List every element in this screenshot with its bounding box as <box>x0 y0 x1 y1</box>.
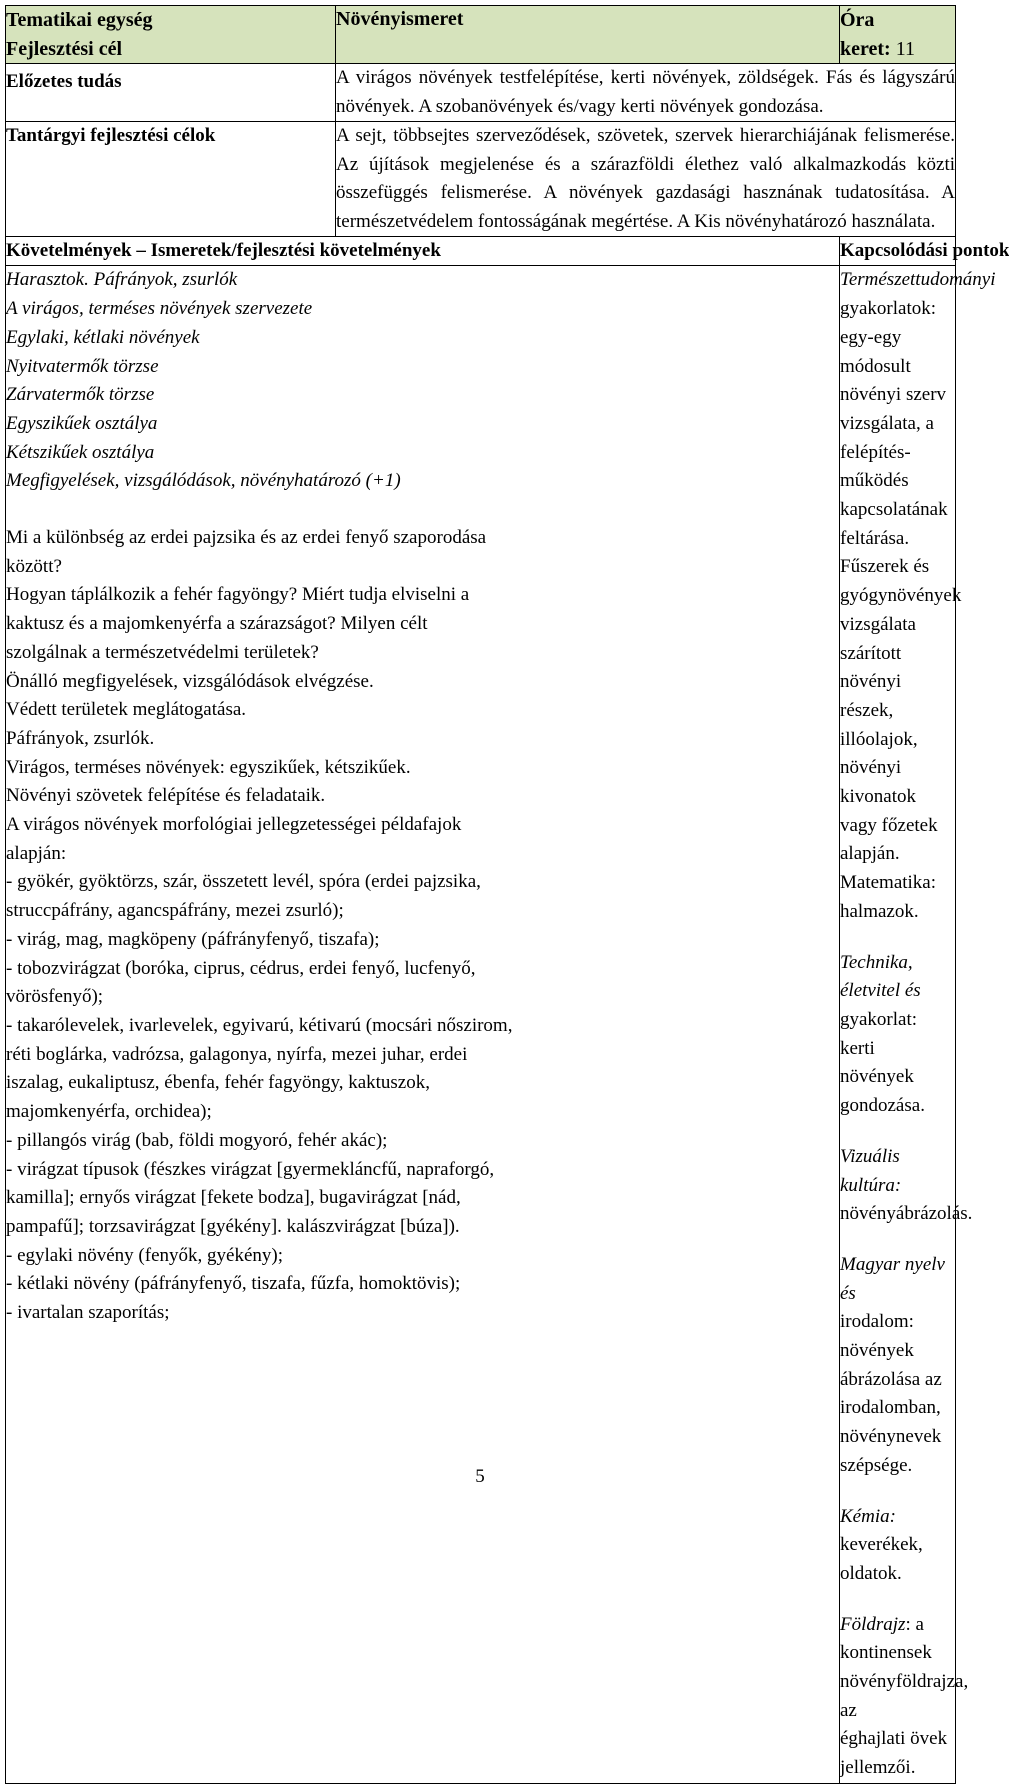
body-line: - kétlaki növény (páfrányfenyő, tiszafa, fűzfa, homoktövis); <box>6 1273 461 1295</box>
body-line: Mi a különbség az erdei pajzsika és az erdei fenyő szaporodása <box>6 527 487 549</box>
prior-knowledge-row <box>6 64 956 122</box>
body-line: vörösfenyő); <box>6 986 104 1008</box>
connection-chemistry-text: keverékek, <box>840 1534 923 1556</box>
topic-item: Kétszikűek osztálya <box>6 441 155 463</box>
content-row <box>6 266 956 1783</box>
connection-visual-title: Vizuális kultúra: <box>840 1145 902 1196</box>
topic-item: Harasztok. Páfrányok, zsurlók <box>6 269 238 291</box>
header-hours-label: Óra <box>840 9 875 31</box>
topic-item: A virágos, terméses növények szervezete <box>6 298 313 320</box>
connection-chemistry-title: Kémia: <box>840 1505 896 1527</box>
prior-knowledge-text: A virágos növények testfelépítése, kerti növények, zöldségek. Fás és lágyszárú növények. A szobanövények és/vagy kerti növények gondozása. <box>336 64 956 122</box>
connection-line: ábrázolása az <box>840 1368 942 1390</box>
requirements-header-row <box>6 237 956 266</box>
body-line: Önálló megfigyelések, vizsgálódások elvégzése. <box>6 670 374 692</box>
header-topic: Növényismeret <box>336 8 464 30</box>
connection-literature-title: Magyar nyelv és <box>840 1253 945 1304</box>
goals-text: A sejt, többsejtes szerveződések, szövetek, szervek hierarchiájának felismerése. Az újítások megjelenése és a szárazföldi élethez való alkalmazkodás közti összefüggés felismerése. A növények gazdasági hasznának tudatosítása. A természetvédelem fontosságának megértése. A Kis növényhatározó használata. <box>336 122 956 237</box>
topic-item: Egyszikűek osztálya <box>6 412 158 434</box>
body-line: réti boglárka, vadrózsa, galagonya, nyírfa, mezei juhar, erdei <box>6 1043 468 1065</box>
body-line: Páfrányok, zsurlók. <box>6 727 155 749</box>
body-line: szolgálnak a természetvédelmi területek? <box>6 641 319 663</box>
connection-line: oldatok. <box>840 1562 902 1584</box>
connection-line: módosult növényi szerv <box>840 355 947 406</box>
body-line: A virágos növények morfológiai jellegzetességei példafajok <box>6 814 462 836</box>
header-row <box>6 6 956 64</box>
body-line: kamilla]; ernyős virágzat [fekete bodza], bugavirágzat [nád, <box>6 1187 461 1209</box>
header-unit-cell <box>6 6 336 64</box>
body-line: Védett területek meglátogatása. <box>6 699 247 721</box>
body-line: - pillangós virág (bab, földi mogyoró, fehér akác); <box>6 1129 388 1151</box>
connections-cell <box>840 266 996 1783</box>
body-line: - takarólevelek, ivarlevelek, egyivarú, kétivarú (mocsári nőszirom, <box>6 1014 513 1036</box>
header-topic-cell <box>336 6 840 64</box>
connection-line: gyakorlatok: egy-egy <box>840 298 937 348</box>
connection-line: illóolajok, növényi <box>840 728 918 779</box>
connection-line: feltárása. Fűszerek és <box>840 527 930 578</box>
body-line: Virágos, terméses növények: egyszikűek, kétszikűek. <box>6 756 411 778</box>
header-hours-value: 11 <box>895 37 915 60</box>
topic-item: Zárvatermők törzse <box>6 384 155 406</box>
body-line: - ivartalan szaporítás; <box>6 1302 170 1324</box>
connection-line: vizsgálata szárított <box>840 613 916 664</box>
connection-line: alapján. <box>840 843 900 865</box>
curriculum-table <box>5 5 1009 1784</box>
goals-label: Tantárgyi fejlesztési célok <box>6 122 336 237</box>
connection-line: irodalomban, <box>840 1397 941 1419</box>
header-goal-label: Fejlesztési cél <box>6 37 123 60</box>
body-line: között? <box>6 555 62 577</box>
body-line: - egylaki növény (fenyők, gyékény); <box>6 1244 283 1266</box>
topic-item: Egylaki, kétlaki növények <box>6 326 200 348</box>
connection-line: vizsgálata, a felépítés- <box>840 412 934 463</box>
connection-line: gyakorlat: kerti <box>840 1008 918 1059</box>
connection-line: növényábrázolás. <box>840 1203 973 1225</box>
requirements-cell <box>6 266 840 1783</box>
connection-tech-title: Technika, életvitel és <box>840 951 921 1002</box>
body-line: alapján: <box>6 842 67 864</box>
body-line: majomkenyérfa, orchidea); <box>6 1101 212 1123</box>
body-line: Hogyan táplálkozik a fehér fagyöngy? Miért tudja elviselni a <box>6 584 470 606</box>
body-line: Növényi szövetek felépítése és feladataik. <box>6 785 326 807</box>
connection-line: Matematika: halmazok. <box>840 872 937 922</box>
connection-line: éghajlati övek <box>840 1728 948 1750</box>
connection-science-title: Természettudományi <box>840 269 996 291</box>
header-hours-frame-label: keret: <box>840 37 891 60</box>
header-unit-label: Tematikai egység <box>6 9 153 31</box>
page-number: 5 <box>475 1466 485 1487</box>
connection-line: kivonatok vagy főzetek <box>840 786 938 836</box>
connections-header: Kapcsolódási pontok <box>840 237 956 266</box>
connection-line: növények gondozása. <box>840 1066 925 1117</box>
connection-line: működés kapcsolatának <box>840 470 948 521</box>
topic-item: Megfigyelések, vizsgálódások, növényhatározó (+1) <box>6 470 401 492</box>
requirements-header: Követelmények – Ismeretek/fejlesztési követelmények <box>6 237 840 266</box>
goals-row <box>6 122 956 237</box>
connection-line: gyógynövények <box>840 585 962 607</box>
body-line: kaktusz és a majomkenyérfa a szárazságot? Milyen célt <box>6 613 428 635</box>
body-line: - tobozvirágzat (boróka, ciprus, cédrus, erdei fenyő, lucfenyő, <box>6 957 476 979</box>
body-line: - virág, mag, magköpeny (páfrányfenyő, tiszafa); <box>6 928 380 950</box>
connection-geography-title: Földrajz <box>840 1613 906 1635</box>
connection-line: növényföldrajza, az <box>840 1671 969 1721</box>
body-line: struccpáfrány, agancspáfrány, mezei zsurló); <box>6 900 344 922</box>
connection-line: növénynevek szépsége. <box>840 1426 942 1476</box>
body-line: - virágzat típusok (fészkes virágzat [gyermekláncfű, napraforgó, <box>6 1158 495 1180</box>
body-line: iszalag, eukaliptusz, ébenfa, fehér fagyöngy, kaktuszok, <box>6 1072 430 1094</box>
connection-geography-text: : a kontinensek <box>840 1613 932 1664</box>
connection-line: növényi részek, <box>840 671 902 721</box>
topic-item: Nyitvatermők törzse <box>6 355 159 377</box>
body-line: - gyökér, gyöktörzs, szár, összetett levél, spóra (erdei pajzsika, <box>6 871 481 893</box>
header-hours-cell <box>840 6 956 64</box>
prior-knowledge-label: Előzetes tudás <box>6 64 336 122</box>
connection-line: jellemzői. <box>840 1757 916 1779</box>
connection-line: irodalom: növények <box>840 1311 914 1362</box>
body-line: pampafű]; torzsavirágzat [gyékény]. kalászvirágzat [búza]). <box>6 1215 460 1237</box>
